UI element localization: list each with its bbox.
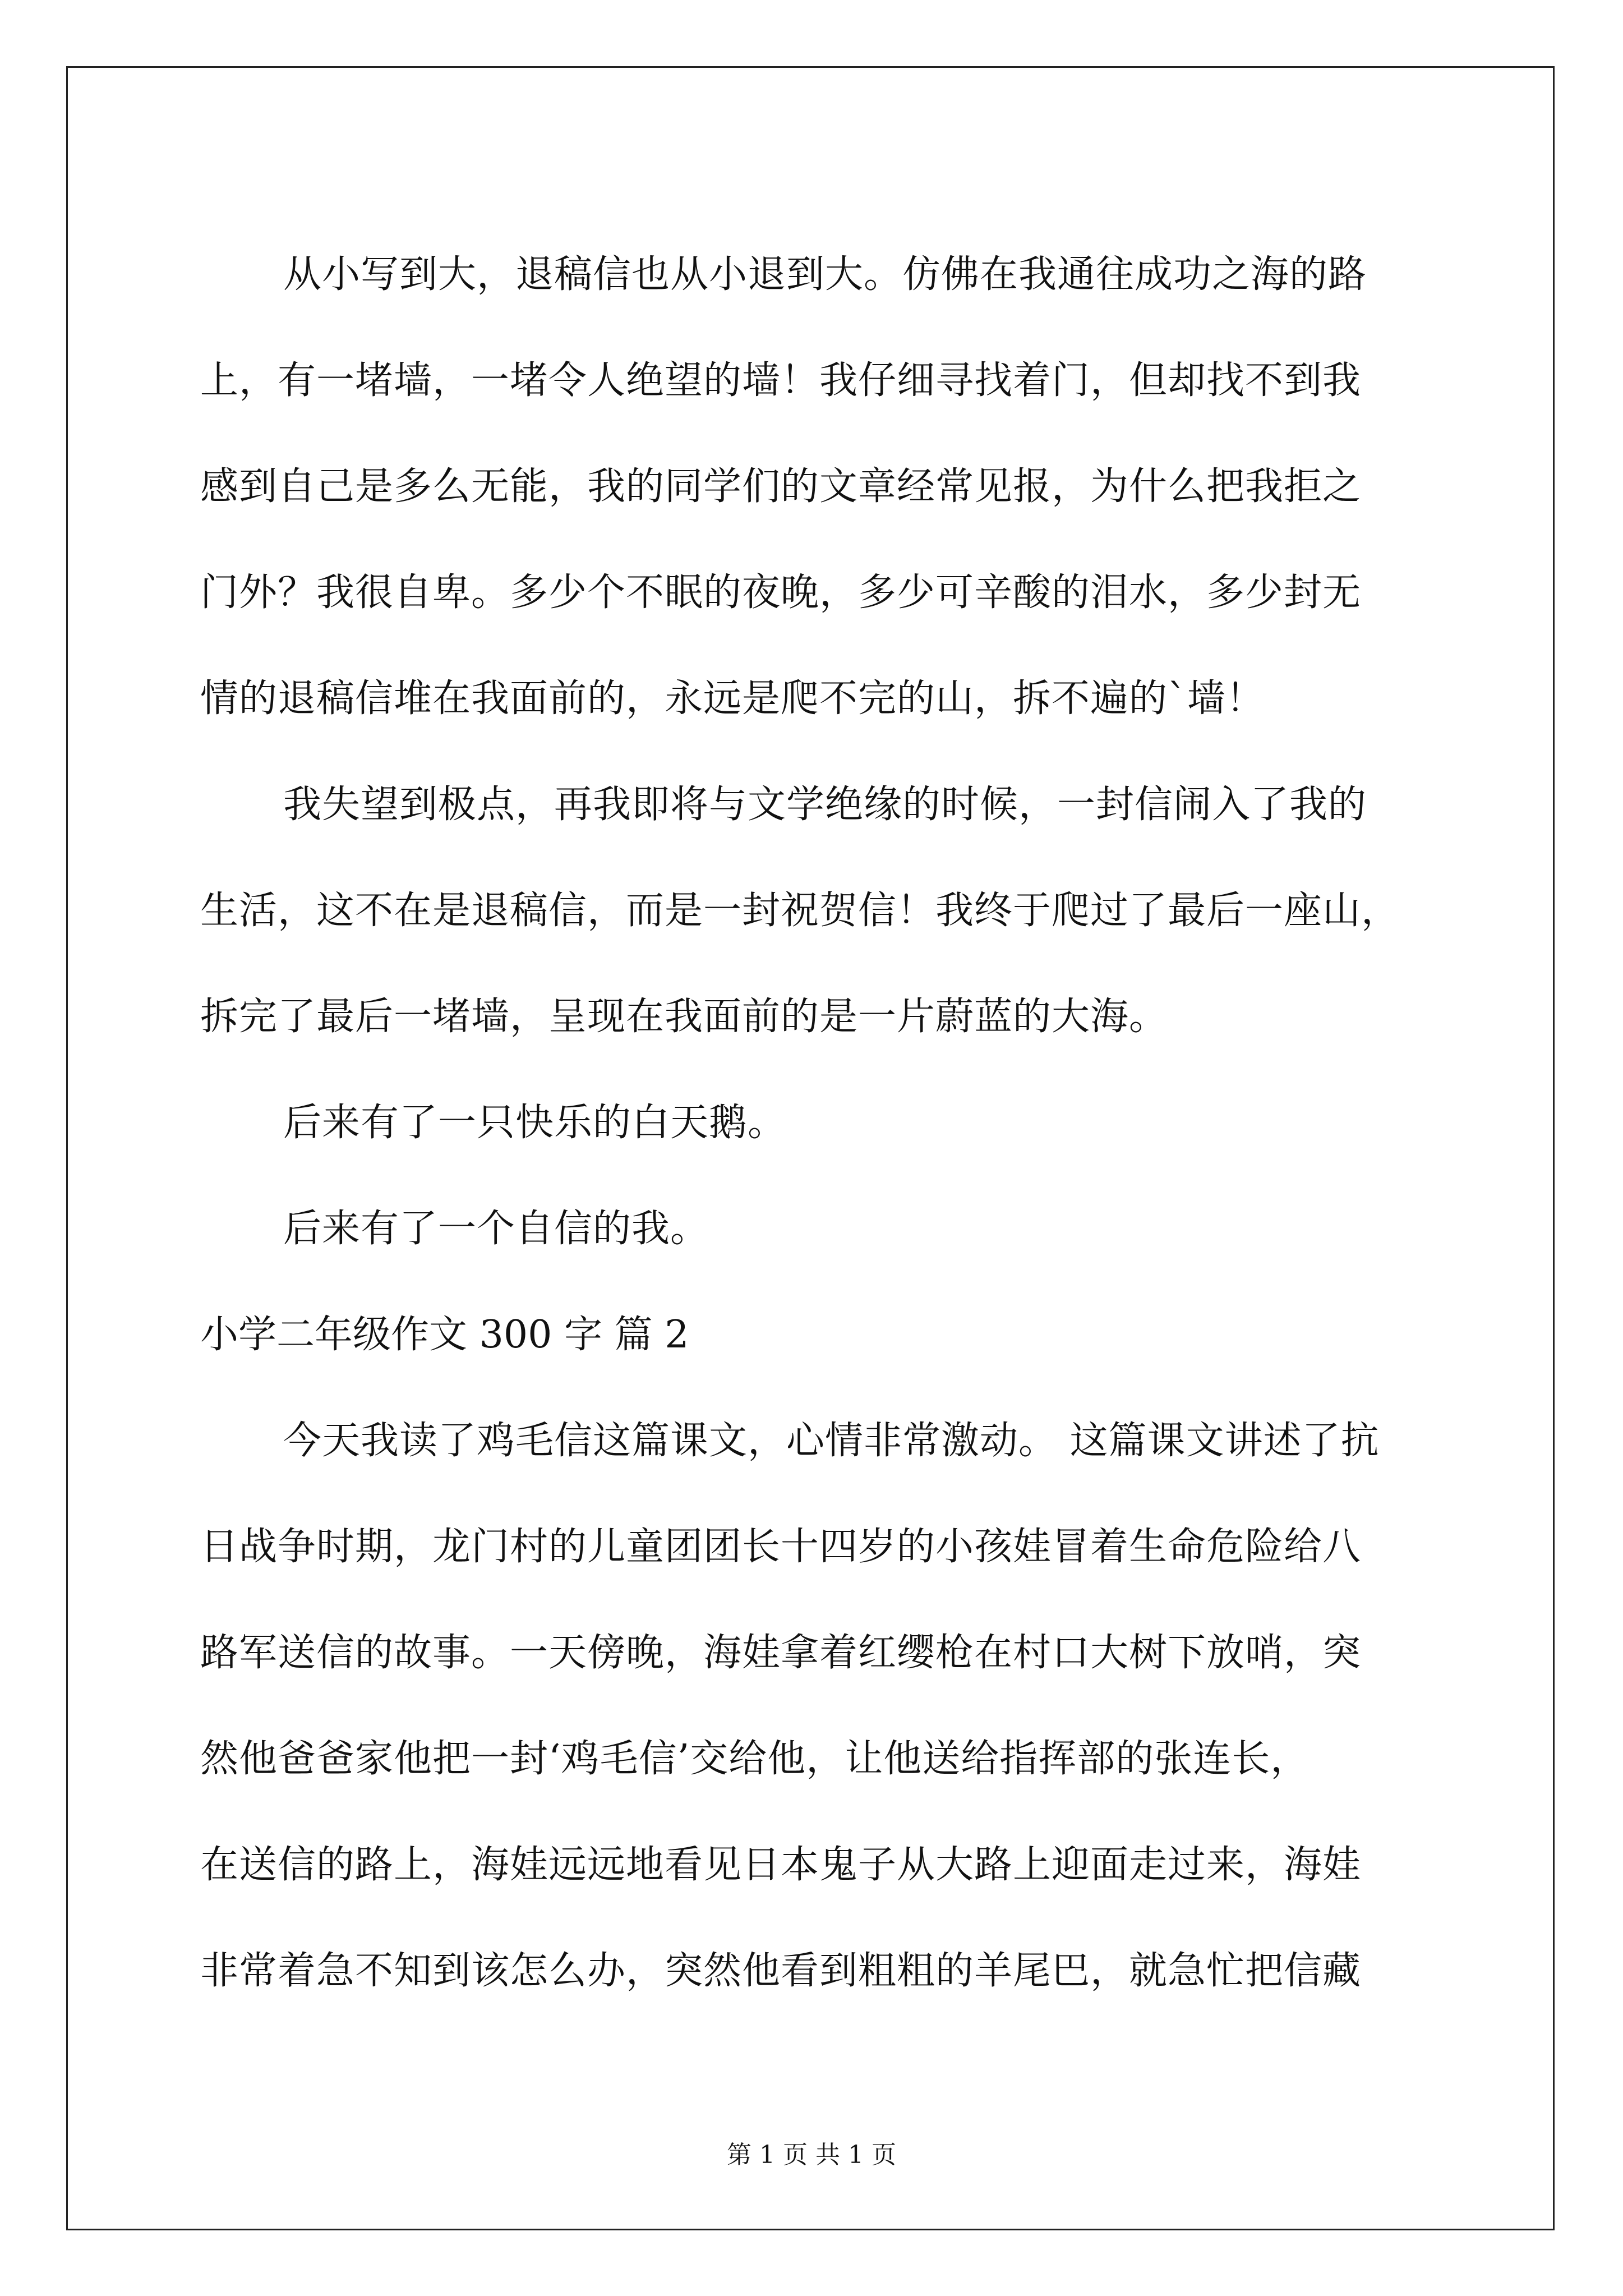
text-line-10: 后来有了一个自信的我。 [283, 1207, 709, 1251]
page-footer: 第 1 页 共 1 页 [727, 2141, 896, 2169]
text-line-4: 门外？我很自卑。多少个不眠的夜晚，多少可辛酸的泪水，多少封无 [200, 570, 1362, 615]
text-line-17: 非常着急不知到该怎么办，突然他看到粗粗的羊尾巴，就急忙把信藏 [200, 1949, 1362, 1993]
text-line-15: 然他爸爸家他把一封‘鸡毛信’交给他，让他送给指挥部的张连长， [200, 1737, 1310, 1781]
text-line-6: 我失望到极点，再我即将与文学绝缘的时候，一封信闹入了我的 [283, 783, 1367, 827]
text-line-8: 拆完了最后一堵墙，呈现在我面前的是一片蔚蓝的大海。 [200, 995, 1168, 1039]
section-title: 小学二年级作文 300 字 篇 2 [200, 1313, 689, 1357]
text-line-1: 从小写到大，退稿信也从小退到大。仿佛在我通往成功之海的路 [283, 252, 1367, 297]
text-line-16: 在送信的路上，海娃远远地看见日本鬼子从大路上迎面走过来，海娃 [200, 1843, 1362, 1887]
text-line-5: 情的退稿信堆在我面前的，永远是爬不完的山，拆不遍的`墙！ [200, 677, 1265, 721]
text-line-14: 路军送信的故事。一天傍晚，海娃拿着红缨枪在村口大树下放哨，突 [200, 1631, 1362, 1675]
text-line-13: 日战争时期，龙门村的儿童团团长十四岁的小孩娃冒着生命危险给八 [200, 1525, 1362, 1569]
text-line-12: 今天我读了鸡毛信这篇课文，心情非常激动。 这篇课文讲述了抗 [283, 1419, 1380, 1463]
document-body [200, 222, 1440, 2024]
text-line-7: 生活，这不在是退稿信，而是一封祝贺信！我终于爬过了最后一座山， [200, 889, 1400, 933]
text-line-9: 后来有了一只快乐的白天鹅。 [283, 1101, 787, 1145]
text-line-2: 上，有一堵墙，一堵令人绝望的墙！我仔细寻找着门，但却找不到我 [200, 358, 1362, 403]
text-line-3: 感到自己是多么无能，我的同学们的文章经常见报，为什么把我拒之 [200, 464, 1362, 509]
